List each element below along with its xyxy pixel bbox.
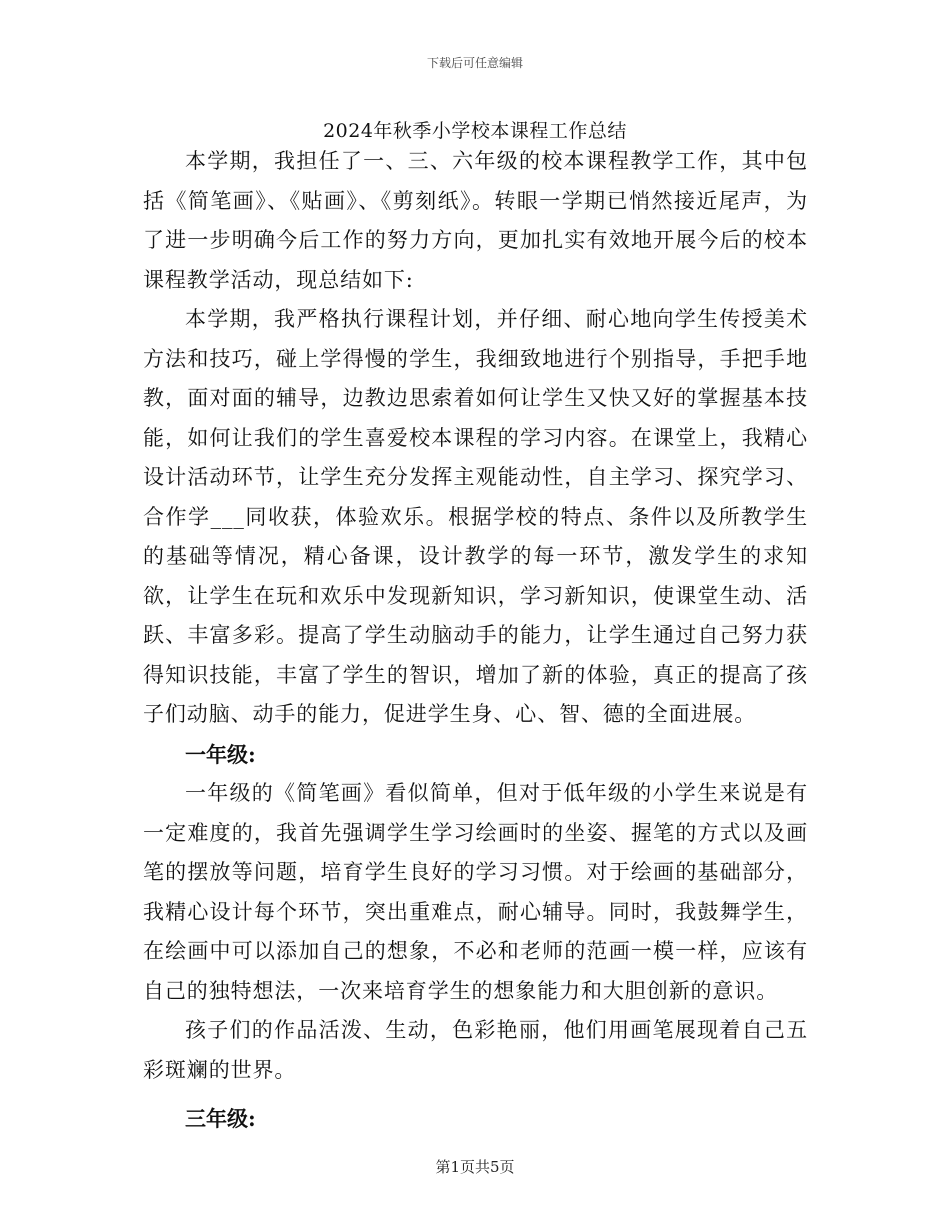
paragraph-teaching-method: 本学期，我严格执行课程计划，并仔细、耐心地向学生传授美术方法和技巧，碰上学得慢的学生，我细致地进行个别指导，手把手地教，面对面的辅导，边教边思索着如何让学生又快又好的掌握基本技能，如何让我们的学生喜爱校本课程的学习内容。在课堂上，我精心设计活动环节，让学生充分发挥主观能动性，自主学习、探究学习、合作学___同收获，体验欢乐。根据学校的特点、条件以及所教学生的基础等情况，精心备课，设计教学的每一环节，激发学生的求知欲，让学生在玩和欢乐中发现新知识，学习新知识，使课堂生动、活跃、丰富多彩。提高了学生动脑动手的能力，让学生通过自己努力获得知识技能，丰富了学生的智识，增加了新的体验，真正的提高了孩子们动脑、动手的能力，促进学生身、心、智、德的全面进展。 — [143, 307, 808, 726]
document-body — [143, 142, 808, 1139]
paragraph-grade-one: 一年级的《简笔画》看似简单，但对于低年级的小学生来说是有一定难度的，我首先强调学生学习绘画时的坐姿、握笔的方式以及画笔的摆放等问题，培育学生良好的学习习惯。对于绘画的基础部分，我精心设计每个环节，突出重难点，耐心辅导。同时，我鼓舞学生，在绘画中可以添加自己的想象，不必和老师的范画一模一样，应该有自己的独特想法，一次来培育学生的想象能力和大胆创新的意识。 — [143, 781, 808, 1003]
page-number-footer: 第1页共5页 — [435, 1158, 515, 1176]
heading-grade-one: 一年级: — [185, 741, 256, 767]
paragraph-intro: 本学期，我担任了一、三、六年级的校本课程教学工作，其中包括《简笔画》、《贴画》、《剪刻纸》。转眼一学期已悄然接近尾声，为了进一步明确今后工作的努力方向，更加扎实有效地开展今后的校本课程教学活动，现总结如下: — [143, 149, 808, 292]
header-note: 下载后可任意编辑 — [426, 56, 523, 70]
document-title: 2024年秋季小学校本课程工作总结 — [323, 120, 627, 142]
heading-grade-three: 三年级: — [185, 1106, 256, 1131]
paragraph-grade-one-results: 孩子们的作品活泼、生动，色彩艳丽，他们用画笔展现着自己五彩斑斓的世界。 — [143, 1018, 808, 1082]
